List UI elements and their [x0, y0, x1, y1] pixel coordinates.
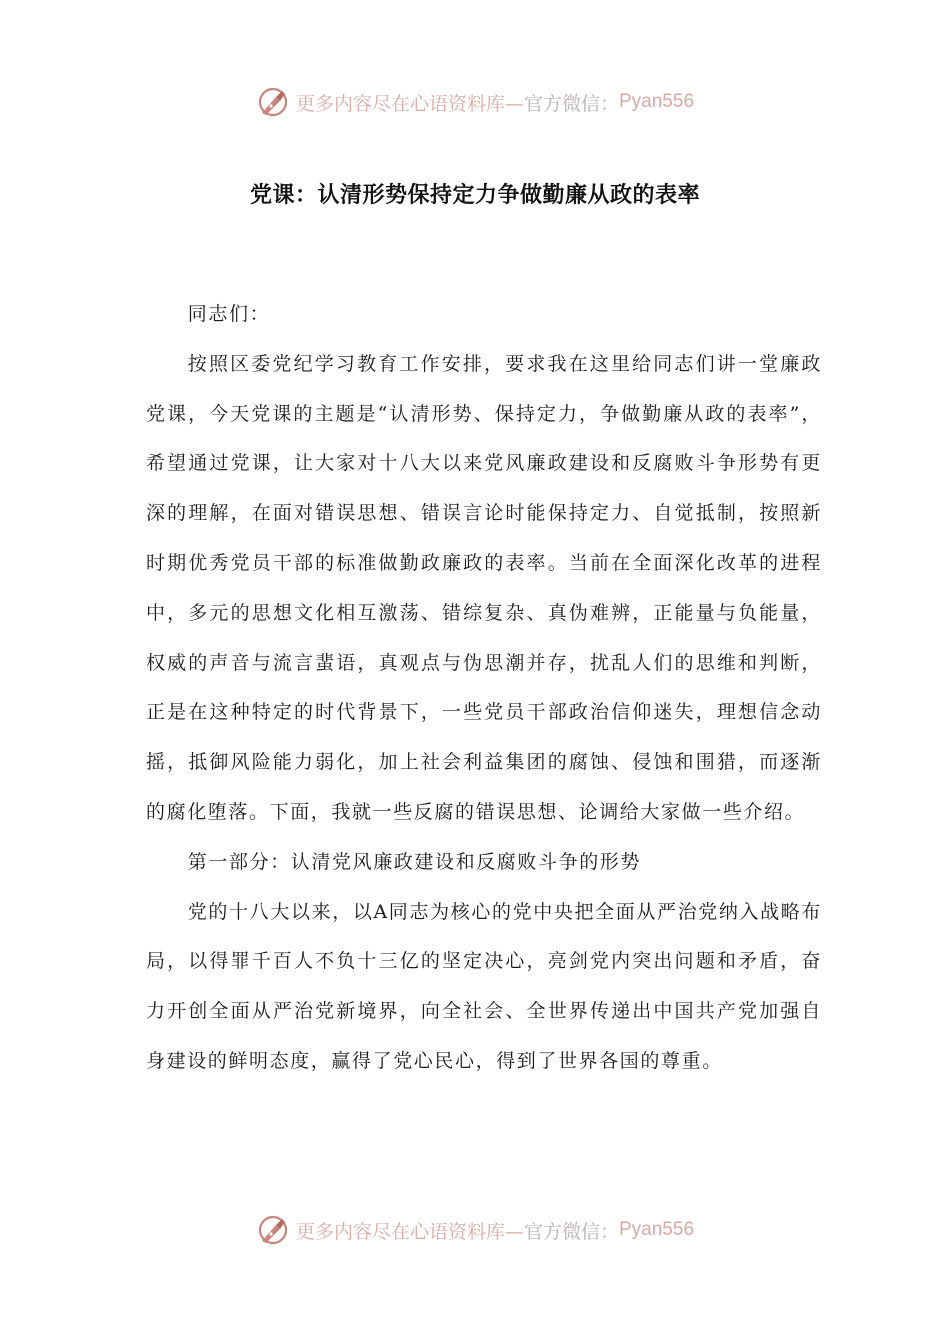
salutation-paragraph: 同志们： — [187, 303, 271, 325]
pen-nib-logo-icon — [256, 85, 290, 119]
header-watermark-banner — [0, 80, 950, 124]
banner-wechat-id: Pyan556 — [619, 91, 695, 112]
body-paragraph: 按照区委党纪学习教育工作安排，要求我在这里给同志们讲一堂廉政党课，今天党课的主题是“认清形势、保持定力，争做勤廉从政的表率”，希望通过党课，让大家对十八大以来党风廉政建设和反腐败斗争形势有更深的理解，在面对错误思想、错误言论时能保持定力、自觉抵制，按照新时期优秀党员干部的标准做勤政廉政的表率。当前在全面深化改革的进程中，多元的思想文化相互激荡、错综复杂、真伪难辨，正能量与负能量，权威的声音与流言蜚语，真观点与伪思潮并存，扰乱人们的思维和判断，正是在这种特定的时代背景下，一些党员干部政治信仰迷失，理想信念动摇，抵御风险能力弱化，加上社会利益集团的腐蚀、侵蚀和围猎，而逐渐的腐化堕落。下面，我就一些反腐的错误思想、论调给大家做一些介绍。 — [146, 352, 822, 823]
body-paragraph: 党的十八大以来，以A同志为核心的党中央把全面从严治党纳入战略布局，以得罪千百人不负十三亿的坚定决心，亮剑党内突出问题和矛盾，奋力开创全面从严治党新境界，向全社会、全世界传递出中国共产党加强自身建设的鲜明态度，赢得了党心民心，得到了世界各国的尊重。 — [146, 900, 822, 1072]
document-title: 党课：认清形势保持定力争做勤廉从政的表率 — [249, 183, 700, 208]
pen-nib-logo-icon — [256, 1213, 290, 1247]
footer-watermark-banner — [0, 1208, 950, 1252]
document-body — [146, 290, 822, 1087]
banner-wechat-id: Pyan556 — [619, 1219, 695, 1240]
section-heading: 第一部分：认清党风廉政建设和反腐败斗争的形势 — [187, 850, 641, 873]
banner-main-text: 更多内容尽在心语资料库— — [295, 1220, 524, 1243]
banner-wechat-label: 官方微信： — [523, 92, 619, 115]
banner-main-text: 更多内容尽在心语资料库— — [295, 92, 524, 115]
banner-wechat-label: 官方微信： — [523, 1220, 619, 1243]
